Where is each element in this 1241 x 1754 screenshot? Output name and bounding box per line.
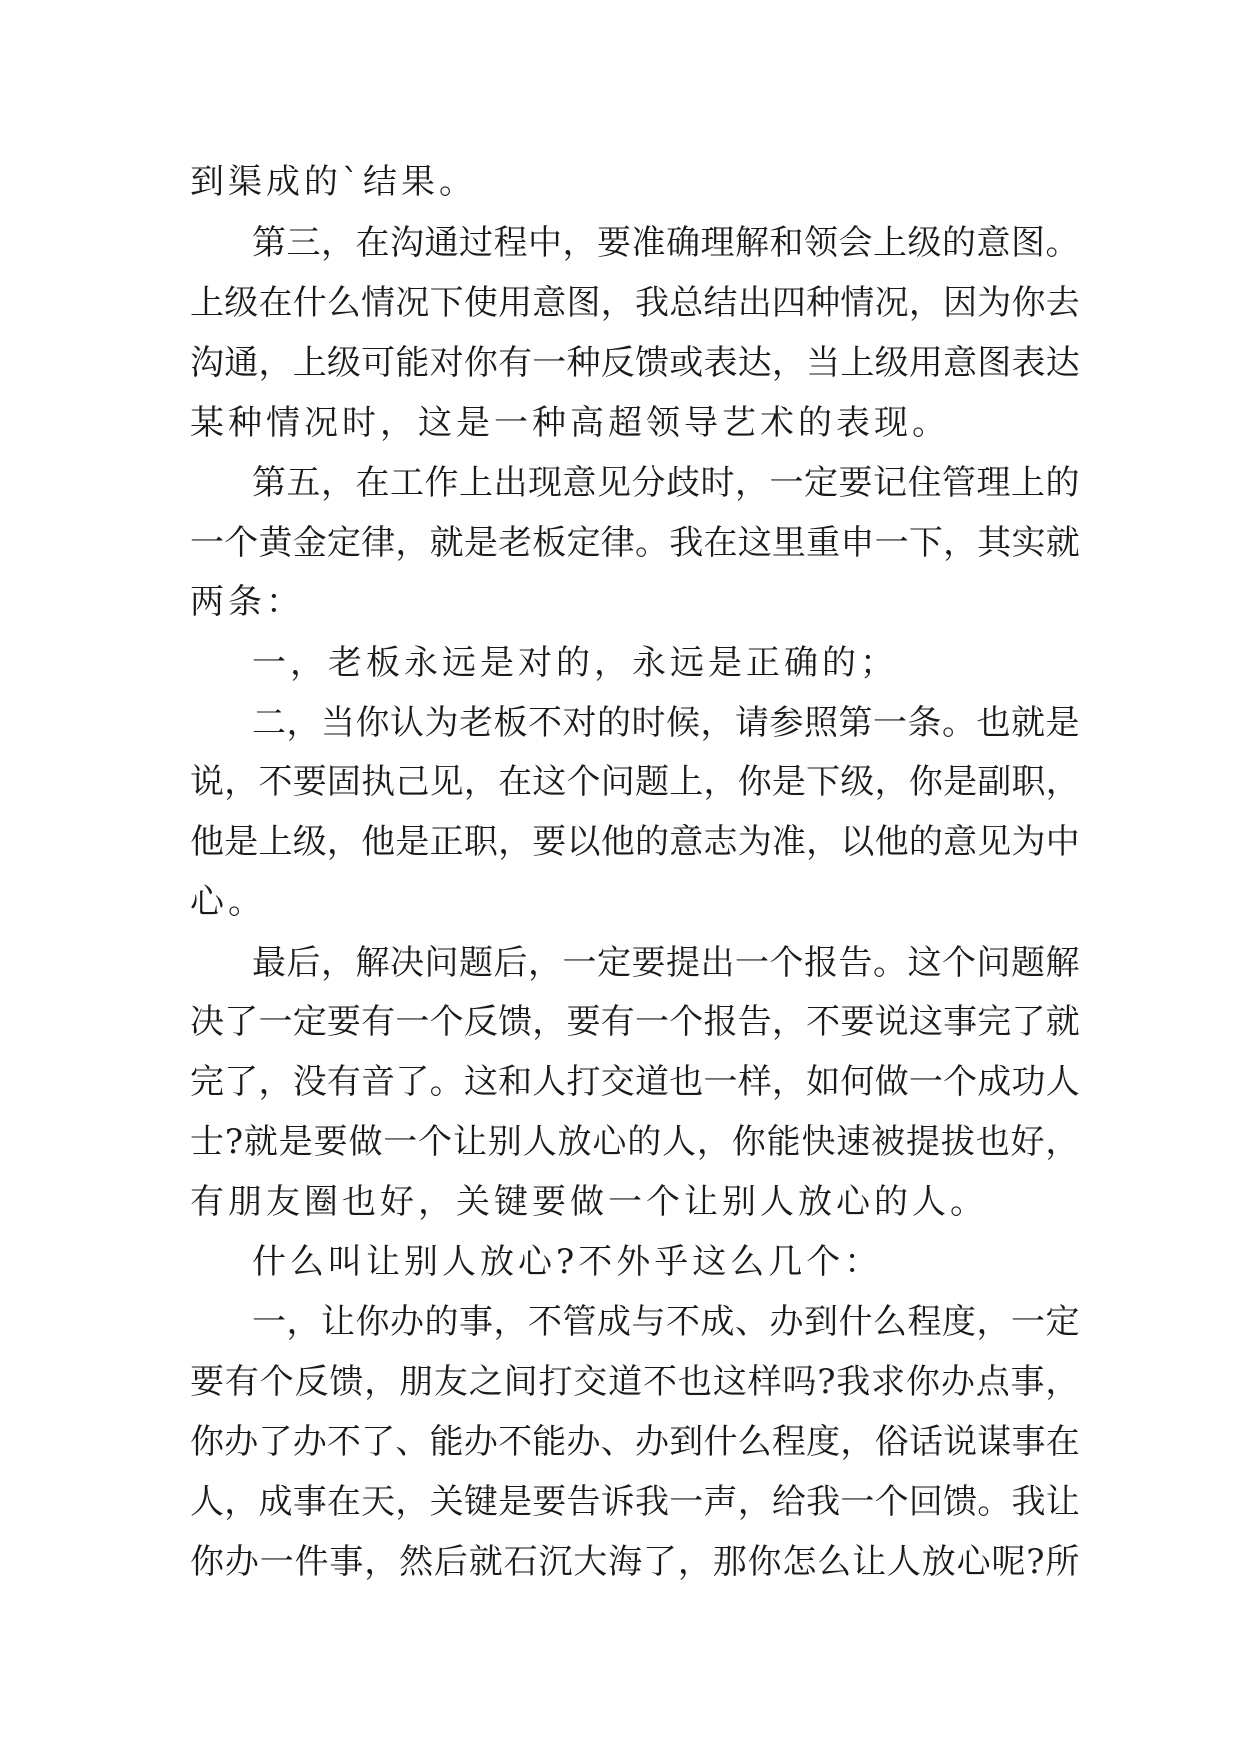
text-line: 人，成事在天，关键是要告诉我一声，给我一个回馈。我让 xyxy=(190,1482,1080,1522)
text-line: 一，让你办的事，不管成与不成、办到什么程度，一定 xyxy=(252,1302,1080,1342)
text-line: 要有个反馈，朋友之间打交道不也这样吗?我求你办点事， xyxy=(190,1362,1081,1402)
text-line: 说，不要固执己见，在这个问题上，你是下级，你是副职， xyxy=(190,762,1080,802)
text-line: 某种情况时，这是一种高超领导艺术的表现。 xyxy=(190,403,950,443)
text-line: 你办了办不了、能办不能办、办到什么程度，俗话说谋事在 xyxy=(190,1422,1080,1462)
text-line: 沟通，上级可能对你有一种反馈或表达，当上级用意图表达 xyxy=(190,343,1080,383)
text-line: 两条： xyxy=(190,582,304,622)
text-line: 第三，在沟通过程中，要准确理解和领会上级的意图。 xyxy=(252,223,1080,263)
text-line: 二，当你认为老板不对的时候，请参照第一条。也就是 xyxy=(252,703,1080,743)
text-line: 决了一定要有一个反馈，要有一个报告，不要说这事完了就 xyxy=(190,1002,1080,1042)
text-line: 第五，在工作上出现意见分歧时，一定要记住管理上的 xyxy=(252,463,1080,503)
text-line: 心。 xyxy=(190,882,266,922)
text-line: 什么叫让别人放心?不外乎这么几个： xyxy=(252,1242,883,1282)
text-line: 一个黄金定律，就是老板定律。我在这里重申一下，其实就 xyxy=(190,523,1080,563)
text-line: 有朋友圈也好，关键要做一个让别人放心的人。 xyxy=(190,1182,988,1222)
text-line: 到渠成的`结果。 xyxy=(190,162,477,202)
text-line: 最后，解决问题后，一定要提出一个报告。这个问题解 xyxy=(252,943,1080,983)
text-line: 上级在什么情况下使用意图，我总结出四种情况，因为你去 xyxy=(190,283,1080,323)
text-line: 完了，没有音了。这和人打交道也一样，如何做一个成功人 xyxy=(190,1062,1080,1102)
text-line: 他是上级，他是正职，要以他的意志为准，以他的意见为中 xyxy=(190,822,1080,862)
text-line: 你办一件事，然后就石沉大海了，那你怎么让人放心呢?所 xyxy=(190,1542,1081,1582)
text-line: 士?就是要做一个让别人放心的人，你能快速被提拔也好， xyxy=(190,1122,1081,1162)
text-line: 一，老板永远是对的，永远是正确的； xyxy=(252,643,898,683)
